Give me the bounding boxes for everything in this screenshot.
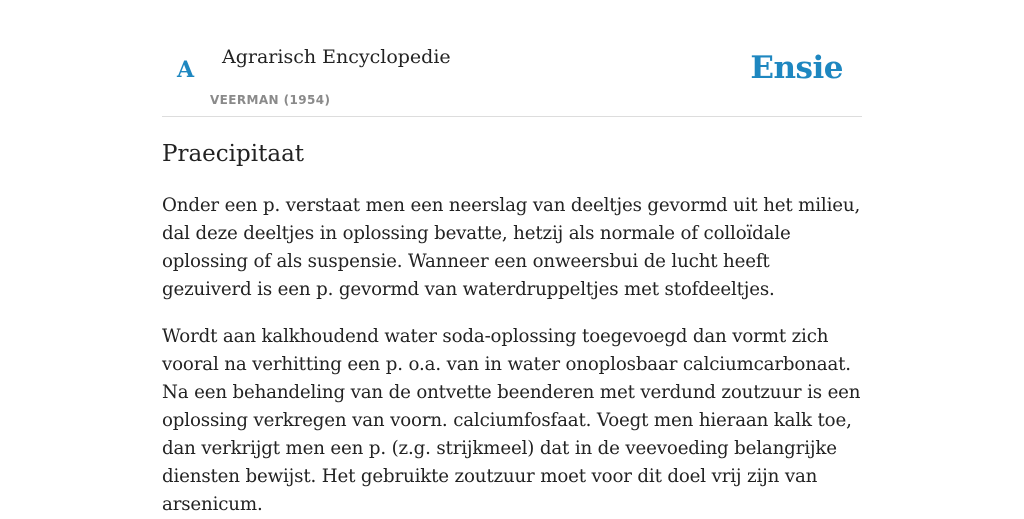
entry-content xyxy=(162,138,862,519)
entry-paragraph: Wordt aan kalkhoudend water soda-oplossing toegevoegd dan vormt zich vooral na verhitting een p. o.a. van in water onoplosbaar calciumcarbonaat. Na een behandeling van de ontvette beenderen met verdund zoutzuur is een oplossing verkregen van voorn. calciumfosfaat. Voegt men hieraan kalk toe, dan verkrijgt men een p. (z.g. strijkmeel) dat in de veevoeding belangrijke diensten bewijst. Het gebruikte zoutzuur moet voor dit doel vrij zijn van arsenicum. xyxy=(162,326,861,515)
work-title[interactable]: Agrarisch Encyclopedie xyxy=(222,46,451,68)
work-author: VEERMAN (1954) xyxy=(210,93,331,107)
entry-title: Praecipitaat xyxy=(162,141,305,167)
page-header xyxy=(162,0,862,117)
entry-paragraph: Onder een p. verstaat men een neerslag van deeltjes gevormd uit het milieu, dal deze deeltjes in oplossing bevatte, hetzij als normale of colloïdale oplossing of als suspensie. Wanneer een onweersbui de lucht heeft gezuiverd is een p. gevormd van waterdruppeltjes met stofdeeltjes. xyxy=(162,195,861,300)
brand-logo[interactable]: Ensie xyxy=(750,50,843,86)
letter-index-link[interactable]: A xyxy=(177,57,195,83)
